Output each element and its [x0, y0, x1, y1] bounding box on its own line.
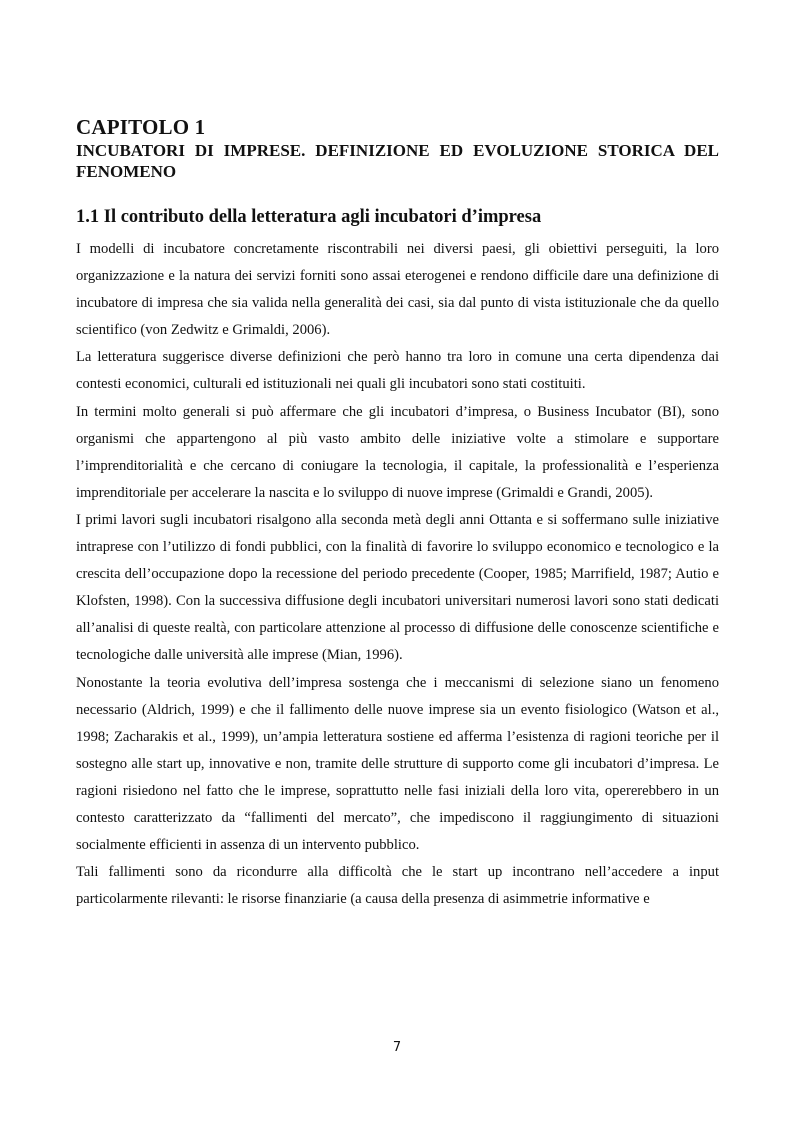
paragraph: I modelli di incubatore concretamente riscontrabili nei diversi paesi, gli obiettivi perseguiti, la loro organizzazione e la natura dei servizi forniti sono assai eterogenei e rendono difficile dare una definizione di incubatore di impresa che sia valida nella generalità dei casi, sia dal punto di vista istituzionale che da quello scientifico (von Zedwitz e Grimaldi, 2006).	[76, 241, 719, 339]
page-number: 7	[392, 1040, 402, 1055]
chapter-title: INCUBATORI DI IMPRESE. DEFINIZIONE ED EVOLUZIONE STORICA DEL FENOMENO	[76, 141, 719, 181]
body-text	[76, 236, 719, 913]
paragraph: In termini molto generali si può affermare che gli incubatori d’impresa, o Business Incubator (BI), sono organismi che appartengono al più vasto ambito delle iniziative volte a stimolare e supportare l’imprenditorialità e che cercano di coniugare la tecnologia, il capitale, la professionalità e l’esperienza imprenditoriale per accelerare la nascita e lo sviluppo di nuove imprese (Grimaldi e Grandi, 2005).	[76, 403, 719, 501]
paragraph: Tali fallimenti sono da ricondurre alla difficoltà che le start up incontrano nell’accedere a input particolarmente rilevanti: le risorse finanziarie (a causa della presenza di asimmetrie informative e	[76, 864, 719, 908]
paragraph: Nonostante la teoria evolutiva dell’impresa sostenga che i meccanismi di selezione siano un fenomeno necessario (Aldrich, 1999) e che il fallimento delle nuove imprese sia un evento fisiologico (Watson et al., 1998; Zacharakis et al., 1999), un’ampia letteratura sostiene ed afferma l’esistenza di ragioni teoriche per il sostegno alle start up, innovative e non, tramite delle strutture di supporto come gli incubatori d’impresa. Le ragioni risiedono nel fatto che le imprese, soprattutto nelle fasi iniziali della loro vita, opererebbero in un contesto caratterizzato da “fallimenti del mercato”, che impediscono il raggiungimento di situazioni socialmente efficienti in assenza di un intervento pubblico.	[76, 674, 719, 854]
paragraph: I primi lavori sugli incubatori risalgono alla seconda metà degli anni Ottanta e si soffermano sulle iniziative intraprese con l’utilizzo di fondi pubblici, con la finalità di favorire lo sviluppo economico e tecnologico e la crescita dell’occupazione dopo la recessione del periodo precedente (Cooper, 1985; Marrifield, 1987; Autio e Klofsten, 1998). Con la successiva diffusione degli incubatori universitari numerosi lavori sono stati dedicati all’analisi di queste realtà, con particolare attenzione al processo di diffusione delle conoscenze scientifiche e tecnologiche dalle università alle imprese (Mian, 1996).	[76, 511, 719, 664]
chapter-label: CAPITOLO 1	[76, 115, 206, 139]
paragraph: La letteratura suggerisce diverse definizioni che però hanno tra loro in comune una certa dipendenza dai contesti economici, culturali ed istituzionali nei quali gli incubatori sono stati costituiti.	[76, 349, 719, 393]
section-title: 1.1 Il contributo della letteratura agli incubatori d’impresa	[76, 207, 542, 227]
